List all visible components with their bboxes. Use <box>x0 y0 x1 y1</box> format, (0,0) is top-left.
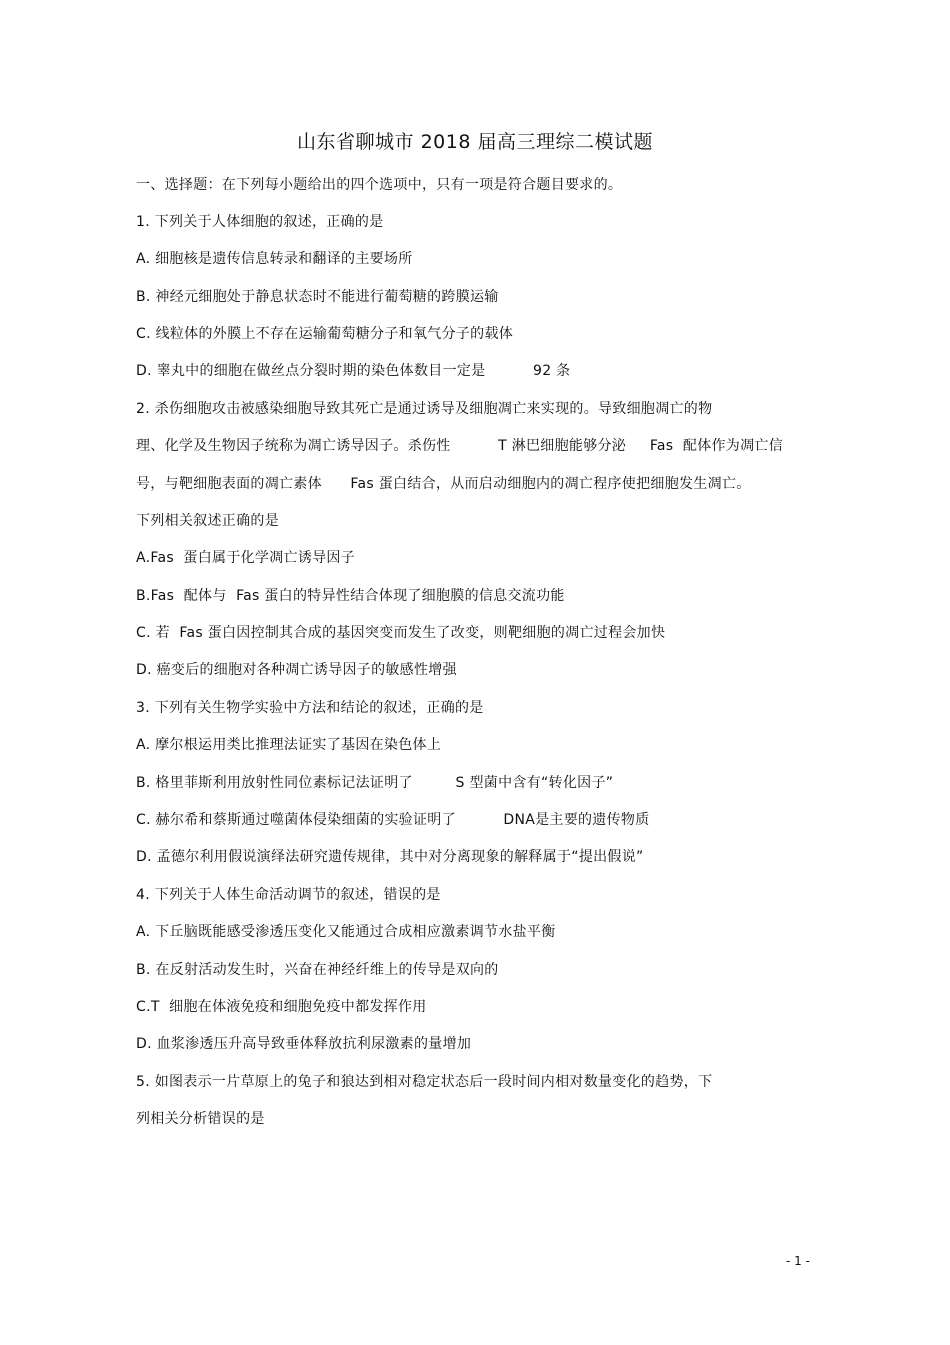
question-5-stem-line-2: 列相关分析错误的是 <box>136 1111 265 1127</box>
question-1-option-b: B. 神经元细胞处于静息状态时不能进行葡萄糖的跨膜运输 <box>136 289 499 305</box>
question-4-option-d: D. 血浆渗透压升高导致垂体释放抗利尿激素的量增加 <box>136 1036 472 1052</box>
question-1-stem: 1. 下列关于人体细胞的叙述，正确的是 <box>136 214 384 230</box>
question-4-option-b: B. 在反射活动发生时，兴奋在神经纤维上的传导是双向的 <box>136 962 499 978</box>
question-1-option-a: A. 细胞核是遗传信息转录和翻译的主要场所 <box>136 251 413 267</box>
question-2-option-c: C. 若 Fas 蛋白因控制其合成的基因突变而发生了改变，则靶细胞的凋亡过程会加快 <box>136 625 666 641</box>
question-2-option-b: B.Fas 配体与 Fas 蛋白的特异性结合体现了细胞膜的信息交流功能 <box>136 588 565 604</box>
page-number: - 1 - <box>786 1254 810 1268</box>
question-3-option-c: C. 赫尔希和蔡斯通过噬菌体侵染细菌的实验证明了 DNA是主要的遗传物质 <box>136 812 650 828</box>
question-4-stem: 4. 下列关于人体生命活动调节的叙述，错误的是 <box>136 887 441 903</box>
question-2-stem-line-3: 号，与靶细胞表面的凋亡素体 Fas 蛋白结合，从而启动细胞内的凋亡程序使把细胞发生凋亡。 <box>136 476 751 492</box>
question-1-option-d: D. 睾丸中的细胞在做丝点分裂时期的染色体数目一定是 92 条 <box>136 363 571 379</box>
question-4-option-a: A. 下丘脑既能感受渗透压变化又能通过合成相应激素调节水盐平衡 <box>136 924 556 940</box>
question-3-option-d: D. 孟德尔利用假说演绎法研究遗传规律，其中对分离现象的解释属于“提出假说” <box>136 849 644 865</box>
question-2-stem-line-2: 理、化学及生物因子统称为凋亡诱导因子。杀伤性 T 淋巴细胞能够分泌 Fas 配体作为凋亡信 <box>136 438 783 454</box>
question-2-option-a: A.Fas 蛋白属于化学凋亡诱导因子 <box>136 550 356 566</box>
question-4-option-c: C.T 细胞在体液免疫和细胞免疫中都发挥作用 <box>136 999 427 1015</box>
question-1-option-c: C. 线粒体的外膜上不存在运输葡萄糖分子和氧气分子的载体 <box>136 326 514 342</box>
question-3-option-b: B. 格里菲斯利用放射性同位素标记法证明了 S 型菌中含有“转化因子” <box>136 775 614 791</box>
question-3-stem: 3. 下列有关生物学实验中方法和结论的叙述，正确的是 <box>136 700 484 716</box>
document-title: 山东省聊城市 2018 届高三理综二模试题 <box>297 131 653 153</box>
question-2-option-d: D. 癌变后的细胞对各种凋亡诱导因子的敏感性增强 <box>136 662 457 678</box>
question-2-stem-line-1: 2. 杀伤细胞攻击被感染细胞导致其死亡是通过诱导及细胞凋亡来实现的。导致细胞凋亡的物 <box>136 401 713 417</box>
question-5-stem-line-1: 5. 如图表示一片草原上的兔子和狼达到相对稳定状态后一段时间内相对数量变化的趋势，下 <box>136 1074 713 1090</box>
question-2-stem-line-4: 下列相关叙述正确的是 <box>136 513 279 529</box>
section-heading: 一、选择题：在下列每小题给出的四个选项中，只有一项是符合题目要求的。 <box>136 177 623 193</box>
question-3-option-a: A. 摩尔根运用类比推理法证实了基因在染色体上 <box>136 737 442 753</box>
